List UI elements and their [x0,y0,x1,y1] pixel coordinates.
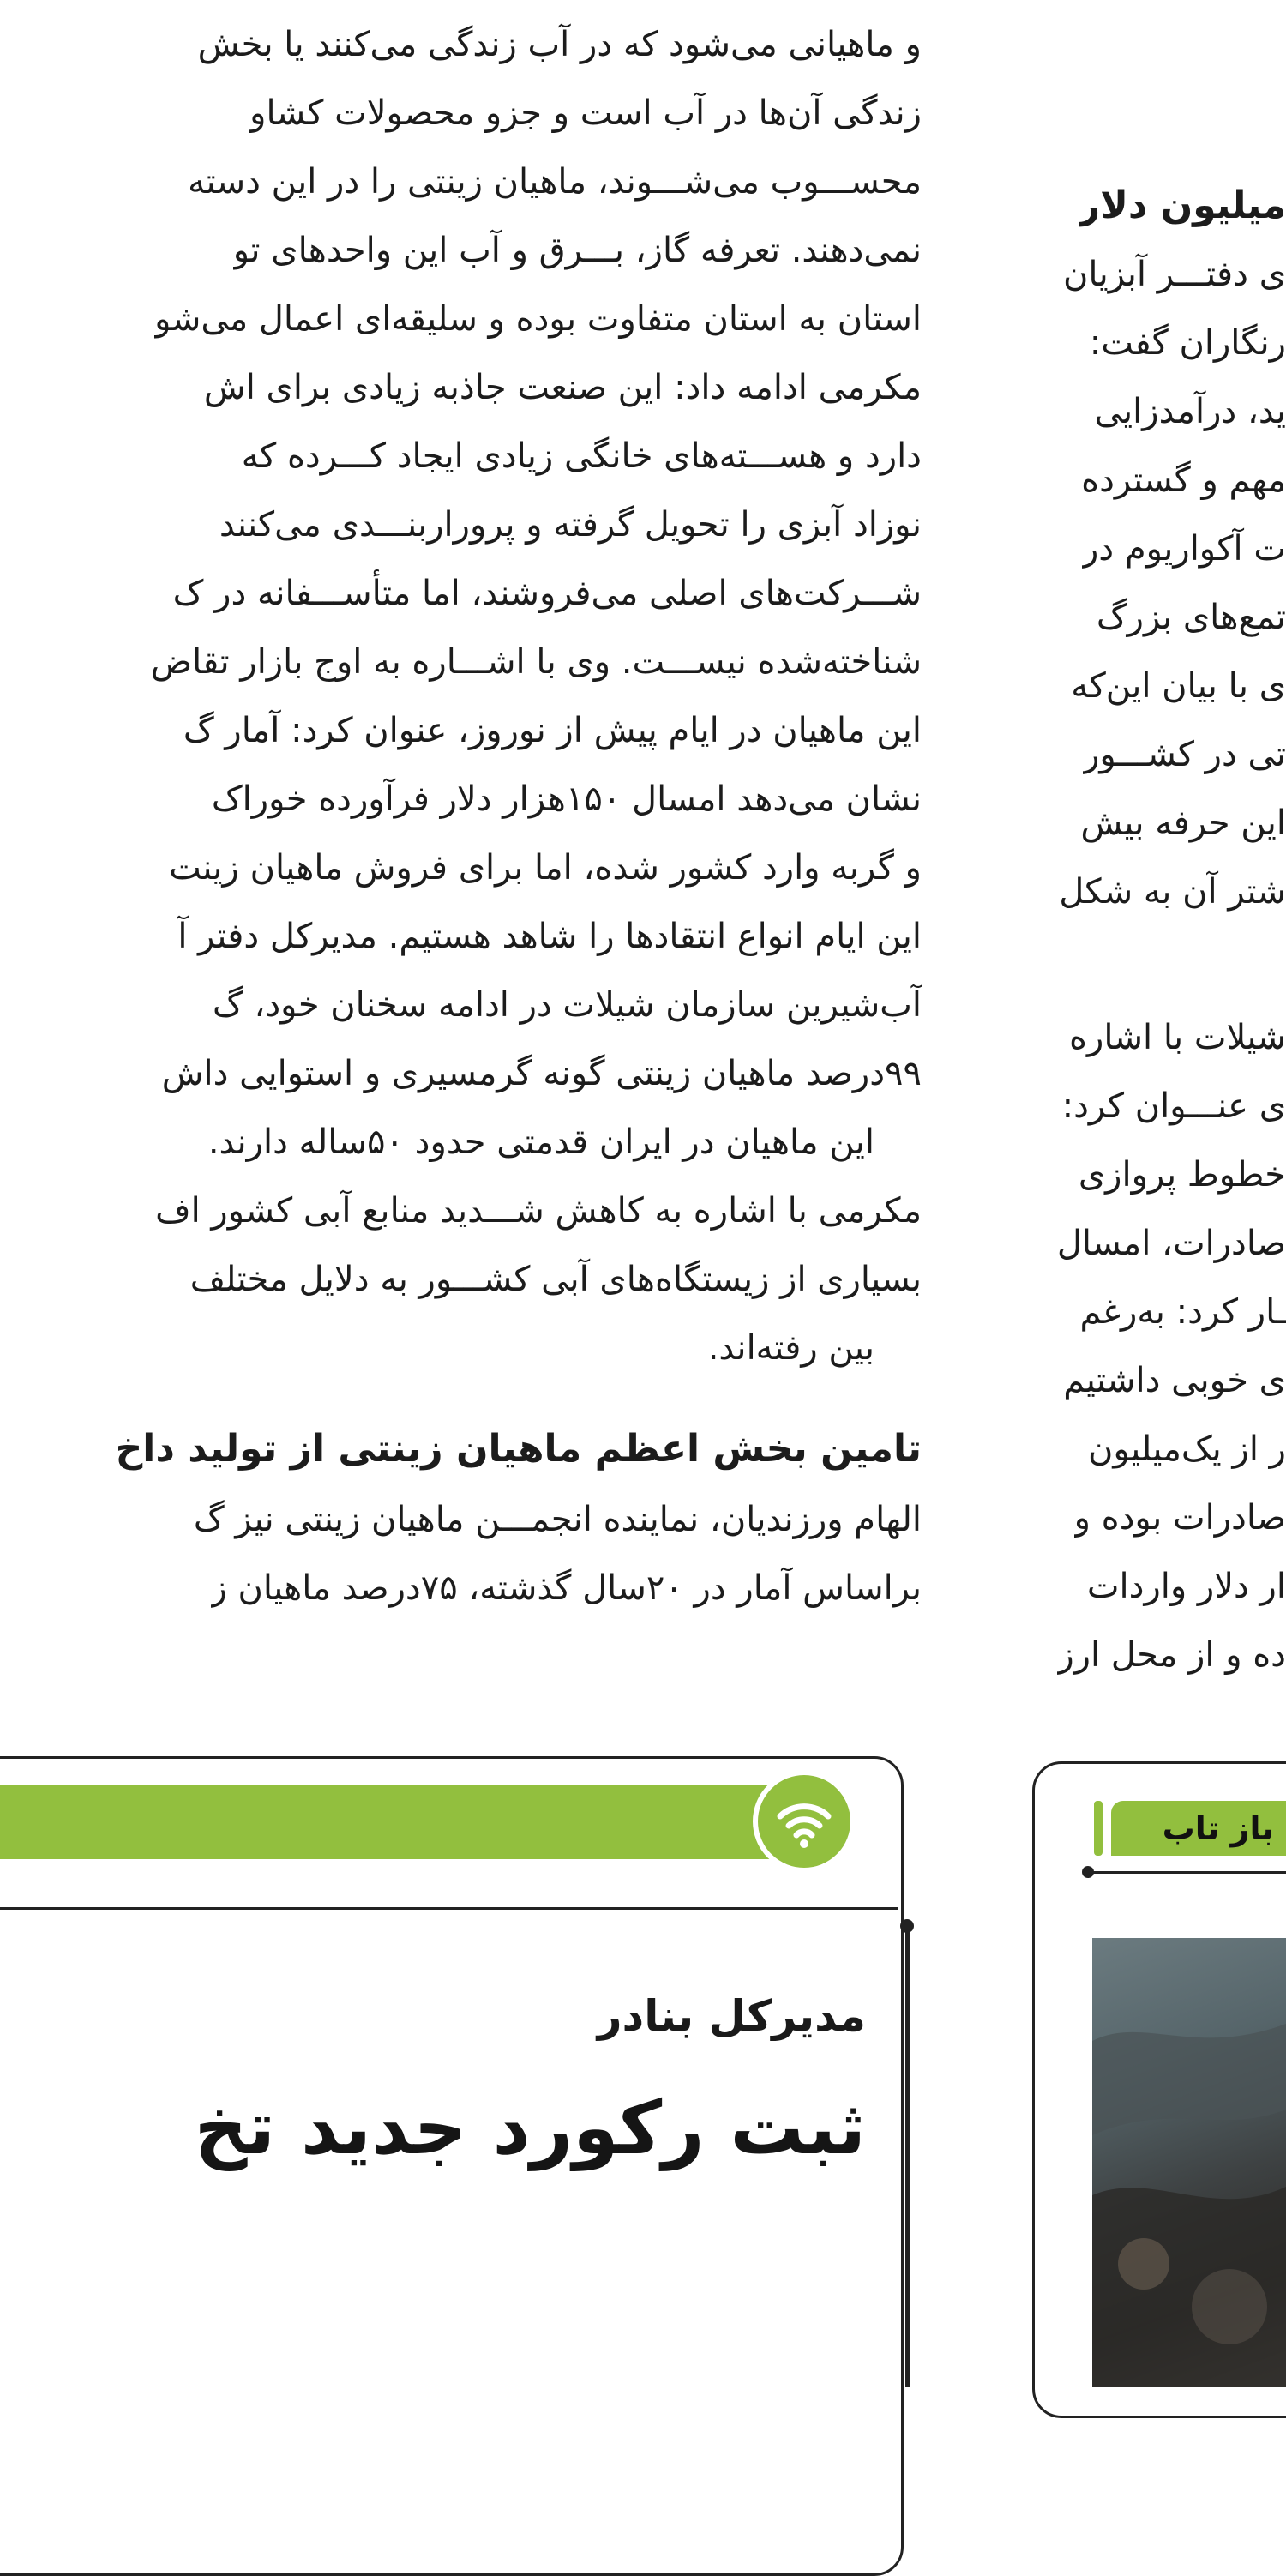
article-text-line: ید، درآمدزایی [1095,388,1286,436]
wifi-icon [753,1770,856,1873]
article-text-line: خطوط پروازی [1079,1151,1286,1199]
reflection-divider [1085,1871,1286,1874]
article-text-line: الهام ورزندیان، نماینده انجمـــن ماهیان زینتی نیز گ [194,1496,922,1544]
article-heading: میلیون دلار [1079,182,1286,230]
article-text-line: صادرات، امسال [1057,1219,1286,1267]
article-text-line: مکرمی ادامه داد: این صنعت جاذبه زیادی برای اش [204,364,922,412]
article-text-line: دارد و هســـته‌های خانگی زیادی ایجاد کـــرده که [242,432,922,480]
article-text-line: ار دلار واردات [1087,1562,1286,1610]
article-text-line: این حرفه بیش [1080,799,1286,847]
article-text-line: براساس آمار در ۲۰سال گذشته، ۷۵درصد ماهیان ز [211,1564,922,1612]
article-text-line: ی خوبی داشتیم [1063,1357,1286,1405]
article-text-line: تمع‌های بزرگ [1097,593,1286,641]
article-text-line: مکرمی با اشاره به کاهش شـــدید منابع آبی کشور اف [155,1187,922,1235]
reflection-photo [1092,1938,1286,2387]
article-text-line: ۹۹درصد ماهیان زینتی گونه گرمسیری و استوایی داش [162,1050,922,1098]
article-text-line: ت آکواریوم در [1082,525,1286,573]
article-text-line: شناخته‌شده نیســـت. وی با اشـــاره به اوج بازار تقاض [151,638,922,686]
article-text-line: شیلات با اشاره [1069,1014,1286,1062]
article-text-line: نوزاد آبزی را تحویل گرفته و پروراربنـــدی می‌کنند [219,501,922,549]
reflection-tab-accent [1094,1801,1103,1856]
article-text-line: شـــرکت‌های اصلی می‌فروشند، اما متأســـفانه در ک [173,569,922,617]
article-text-line: نمی‌دهند. تعرفه گاز، بـــرق و آب این واحدهای تو [233,226,922,274]
article-text-line: رنگاران گفت: [1090,319,1286,367]
article-text-line: مهم و گسترده [1081,456,1286,504]
wifi-icon-glyph [758,1775,850,1868]
news-headline: ثبت رکورد جدید تخ [0,2085,866,2171]
article-subheading: تامین بخش اعظم ماهیان زینتی از تولید داخ [116,1425,922,1473]
article-text-line: استان به استان متفاوت بوده و سلیقه‌ای اعمال می‌شو [154,295,922,343]
article-text-line: ر از یک‌میلیون [1088,1425,1286,1473]
reflection-tab-label: باز تاب [1111,1801,1286,1856]
article-text-line: ـار کرد: به‌رغم [1080,1288,1286,1336]
article-text-line: ی با بیان این‌که [1071,662,1286,710]
photo-texture [1092,1938,1286,2387]
reflection-divider-dot [1082,1866,1094,1878]
article-text-line: ده و از محل ارز [1057,1631,1286,1679]
article-text-line: آب‌شیرین سازمان شیلات در ادامه سخنان خود، گ [213,981,922,1029]
article-text-line: شتر آن به شکل [1059,868,1286,916]
article-text-line: ی دفتـــر آبزیان [1063,250,1286,298]
article-text-line: نشان می‌دهد امسال ۱۵۰هزار دلار فرآورده خوراک [212,775,922,823]
article-text-line: و ماهیانی می‌شود که در آب زندگی می‌کنند یا بخش [198,21,922,69]
article-text-line: زندگی آن‌ها در آب است و جزو محصولات کشاو [249,89,922,137]
news-box-divider [0,1907,898,1910]
news-box-rule-vertical [905,1929,910,2387]
article-text-line: محســـوب می‌شـــوند، ماهیان زینتی را در این دسته [188,158,922,206]
article-text-line: و گربه وارد کشور شده، اما برای فروش ماهیان زینت [169,844,922,892]
news-box-green-bar [0,1785,823,1859]
article-text-line: ی عنـــوان کرد: [1062,1082,1286,1130]
article-text-line: این ماهیان در ایام پیش از نوروز، عنوان کرد: آمار گ [183,707,922,755]
news-box-rule-cap [900,1919,914,1933]
news-subtitle: مدیرکل بنادر [0,1991,866,2041]
article-text-line: این ایام انواع انتقادها را شاهد هستیم. مدیرکل دفتر آ [177,912,922,960]
article-text-line: صادرات بوده و [1074,1494,1286,1542]
article-text-line: تی در کشـــور [1083,731,1286,779]
article-text-line: این ماهیان در ایران قدمتی حدود ۵۰ساله دارند. [208,1118,874,1166]
article-text-line: بسیاری از زیستگاه‌های آبی کشـــور به دلایل مختلف [190,1255,922,1303]
article-text-line: بین رفته‌اند. [708,1324,874,1372]
